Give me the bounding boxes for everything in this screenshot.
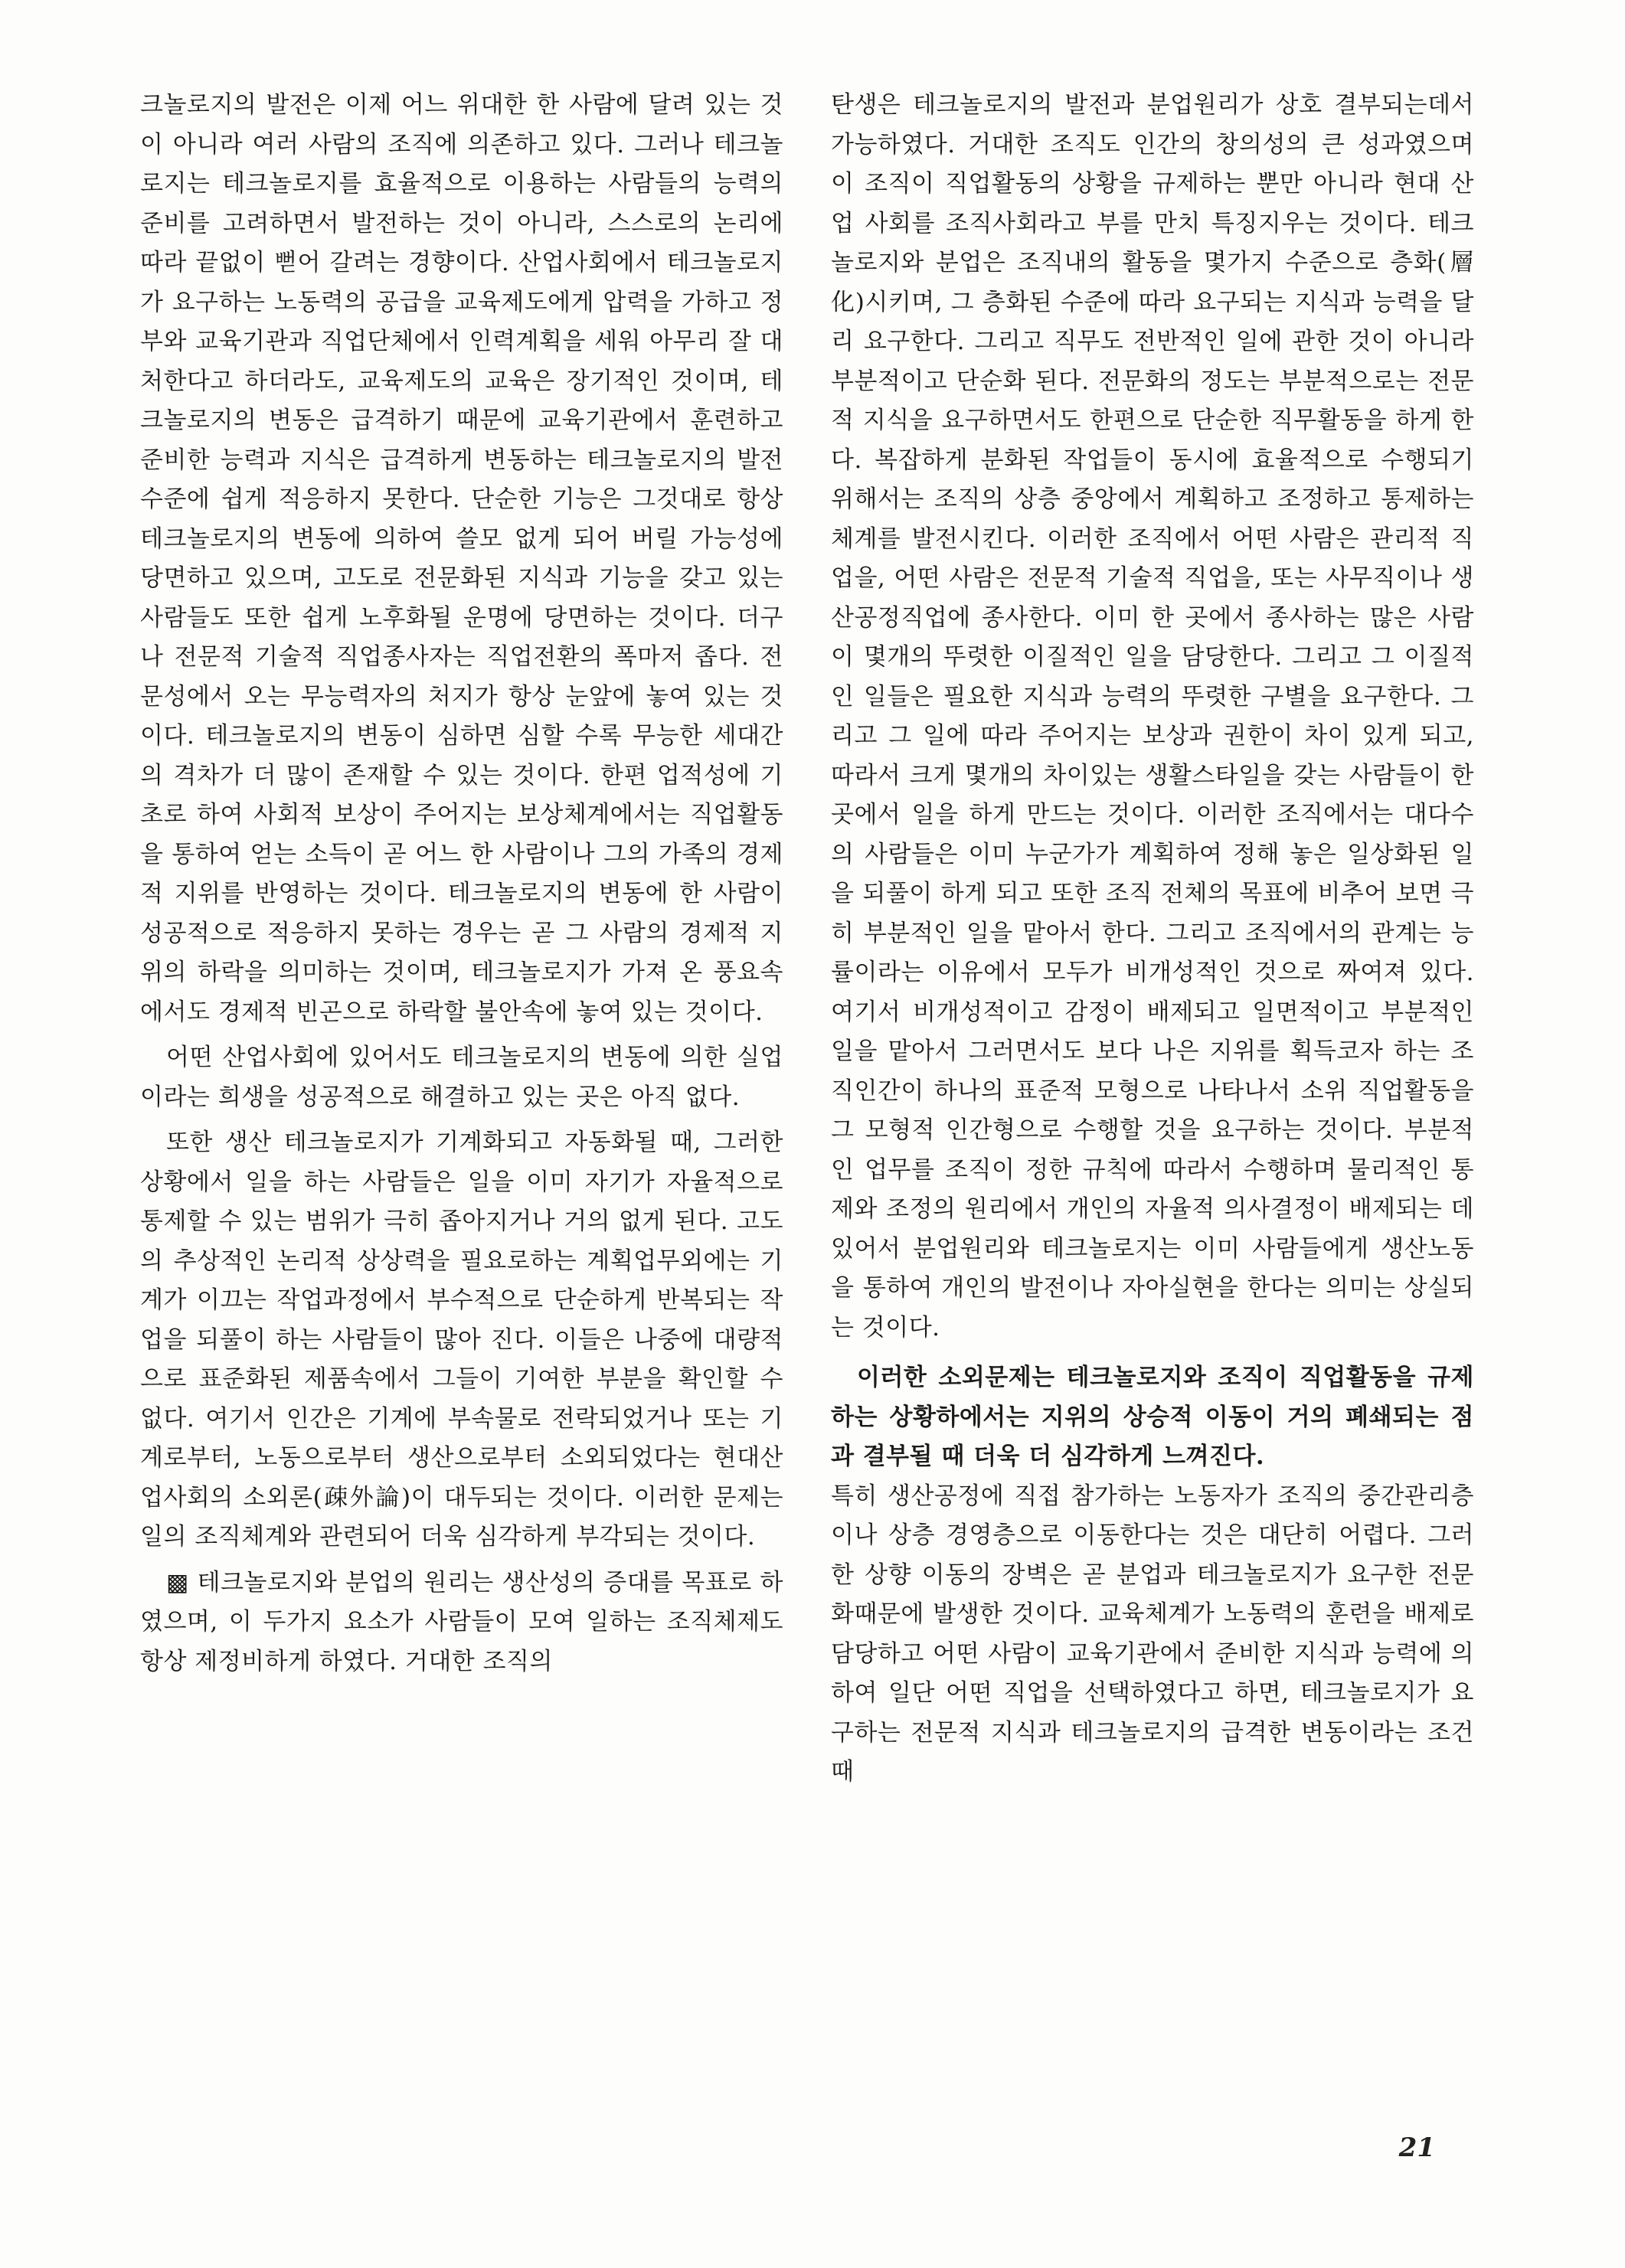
paragraph: ▩ 테크놀로지와 분업의 원리는 생산성의 증대를 목표로 하였으며, 이 두가지 요소가 사람들이 모여 일하는 조직체제도 항상 제정비하게 하였다. 거대한 조직의 [140, 1568, 783, 1675]
paragraph: 특히 생산공정에 직접 참가하는 노동자가 조직의 중간관리층이나 상층 경영층으로 이동한다는 것은 대단히 어렵다. 그러한 상향 이동의 장벽은 곧 분업과 테크놀로지가 요구한 전문화때문에 발생한 것이다. 교육체계가 노동력의 훈련을 배제로 담당하고 어떤 사람이 교육기관에서 준비한 지식과 능력에 의하여 일단 어떤 직업을 선택하였다고 하면, 테크놀로지가 요구하는 전문적 지식과 테크놀로지의 급격한 변동이라는 조건때 [831, 1482, 1474, 1786]
paragraph: 탄생은 테크놀로지의 발전과 분업원리가 상호 결부되는데서 가능하였다. 거대한 조직도 인간의 창의성의 큰 성과였으며 이 조직이 직업활동의 상황을 규제하는 뿐만 아니라 현대 산업 사회를 조직사회라고 부를 만치 특징지우는 것이다. 테크놀로지와 분업은 조직내의 활동을 몇가지 수준으로 층화(層化)시키며, 그 층화된 수준에 따라 요구되는 지식과 능력을 달리 요구한다. 그리고 직무도 전반적인 일에 관한 것이 아니라 부분적이고 단순화 된다. 전문화의 정도는 부분적으로는 전문적 지식을 요구하면서도 한편으로 단순한 직무활동을 하게 한다. 복잡하게 분화된 작업들이 동시에 효율적으로 수행되기 위해서는 조직의 상층 중앙에서 계획하고 조정하고 통제하는 체계를 발전시킨다. 이러한 조직에서 어떤 사람은 관리적 직업을, 어떤 사람은 전문적 기술적 직업을, 또는 사무직이나 생산공정직업에 종사한다. 이미 한 곳에서 종사하는 많은 사람이 몇개의 뚜렷한 이질적인 일을 담당한다. 그리고 그 이질적인 일들은 필요한 지식과 능력의 뚜렷한 구별을 요구한다. 그리고 그 일에 따라 주어지는 보상과 권한이 차이 있게 되고, 따라서 크게 몇개의 차이있는 생활스타일을 갖는 사람들이 한곳에서 일을 하게 만드는 것이다. 이러한 조직에서는 대다수의 사람들은 이미 누군가가 계획하여 정해 놓은 일상화된 일을 되풀이 하게 되고 또한 조직 전체의 목표에 비추어 보면 극히 부분적인 일을 맡아서 한다. 그리고 조직에서의 관계는 능률이라는 이유에서 모두가 비개성적인 것으로 짜여져 있다. 여기서 비개성적이고 감정이 배제되고 일면적이고 부분적인 일을 맡아서 그러면서도 보다 나은 지위를 획득코자 하는 조직인간이 하나의 표준적 모형으로 나타나서 소위 직업활동을 그 모형적 인간형으로 수행할 것을 요구하는 것이다. 부분적인 업무를 조직이 정한 규칙에 따라서 수행하며 물리적인 통제와 조정의 원리에서 개인의 자율적 의사결정이 배제되는 데 있어서 분업원리와 테크놀로지는 이미 사람들에게 생산노동을 통하여 개인의 발전이나 자아실현을 한다는 의미는 상실되는 것이다. [831, 91, 1474, 1342]
bold-paragraph: 이러한 소외문제는 테크놀로지와 조직이 직업활동을 규제하는 상황하에서는 지위의 상승적 이동이 거의 폐쇄되는 점과 결부될 때 더욱 더 심각하게 느껴진다. [831, 1364, 1474, 1470]
page-number: 21 [1398, 2132, 1435, 2163]
right-column [831, 86, 1474, 1793]
paragraph: 어떤 산업사회에 있어서도 테크놀로지의 변동에 의한 실업이라는 희생을 성공적으로 해결하고 있는 곳은 아직 없다. [140, 1044, 783, 1111]
paragraph: 또한 생산 테크놀로지가 기계화되고 자동화될 때, 그러한 상황에서 일을 하는 사람들은 일을 이미 자기가 자율적으로 통제할 수 있는 범위가 극히 좁아지거나 거의 없게 된다. 고도의 추상적인 논리적 상상력을 필요로하는 계획업무외에는 기계가 이끄는 작업과정에서 부수적으로 단순하게 반복되는 작업을 되풀이 하는 사람들이 많아 진다. 이들은 나중에 대량적으로 표준화된 제품속에서 그들이 기여한 부분을 확인할 수 없다. 여기서 인간은 기계에 부속물로 전락되었거나 또는 기계로부터, 노동으로부터 생산으로부터 소외되었다는 현대산업사회의 소외론(疎外論)이 대두되는 것이다. 이러한 문제는 일의 조직체계와 관련되어 더욱 심각하게 부각되는 것이다. [140, 1129, 783, 1551]
left-column [140, 86, 783, 1681]
paragraph: 크놀로지의 발전은 이제 어느 위대한 한 사람에 달려 있는 것이 아니라 여러 사람의 조직에 의존하고 있다. 그러나 테크놀로지는 테크놀로지를 효율적으로 이용하는 사람들의 능력의 준비를 고려하면서 발전하는 것이 아니라, 스스로의 논리에 따라 끝없이 뻗어 갈려는 경향이다. 산업사회에서 테크놀로지가 요구하는 노동력의 공급을 교육제도에게 압력을 가하고 정부와 교육기관과 직업단체에서 인력계획을 세워 아무리 잘 대처한다고 하더라도, 교육제도의 교육은 장기적인 것이며, 테크놀로지의 변동은 급격하기 때문에 교육기관에서 훈련하고 준비한 능력과 지식은 급격하게 변동하는 테크놀로지의 발전 수준에 쉽게 적응하지 못한다. 단순한 기능은 그것대로 항상 테크놀로지의 변동에 의하여 쓸모 없게 되어 버릴 가능성에 당면하고 있으며, 고도로 전문화된 지식과 기능을 갖고 있는 사람들도 또한 쉽게 노후화될 운명에 당면하는 것이다. 더구나 전문적 기술적 직업종사자는 직업전환의 폭마저 좁다. 전문성에서 오는 무능력자의 처지가 항상 눈앞에 놓여 있는 것이다. 테크놀로지의 변동이 심하면 심할 수록 무능한 세대간의 격차가 더 많이 존재할 수 있는 것이다. 한편 업적성에 기초로 하여 사회적 보상이 주어지는 보상체계에서는 직업활동을 통하여 얻는 소득이 곧 어느 한 사람이나 그의 가족의 경제적 지위를 반영하는 것이다. 테크놀로지의 변동에 한 사람이 성공적으로 적응하지 못하는 경우는 곧 그 사람의 경제적 지위의 하락을 의미하는 것이며, 테크놀로지가 가져 온 풍요속에서도 경제적 빈곤으로 하락할 불안속에 놓여 있는 것이다. [140, 91, 783, 1026]
